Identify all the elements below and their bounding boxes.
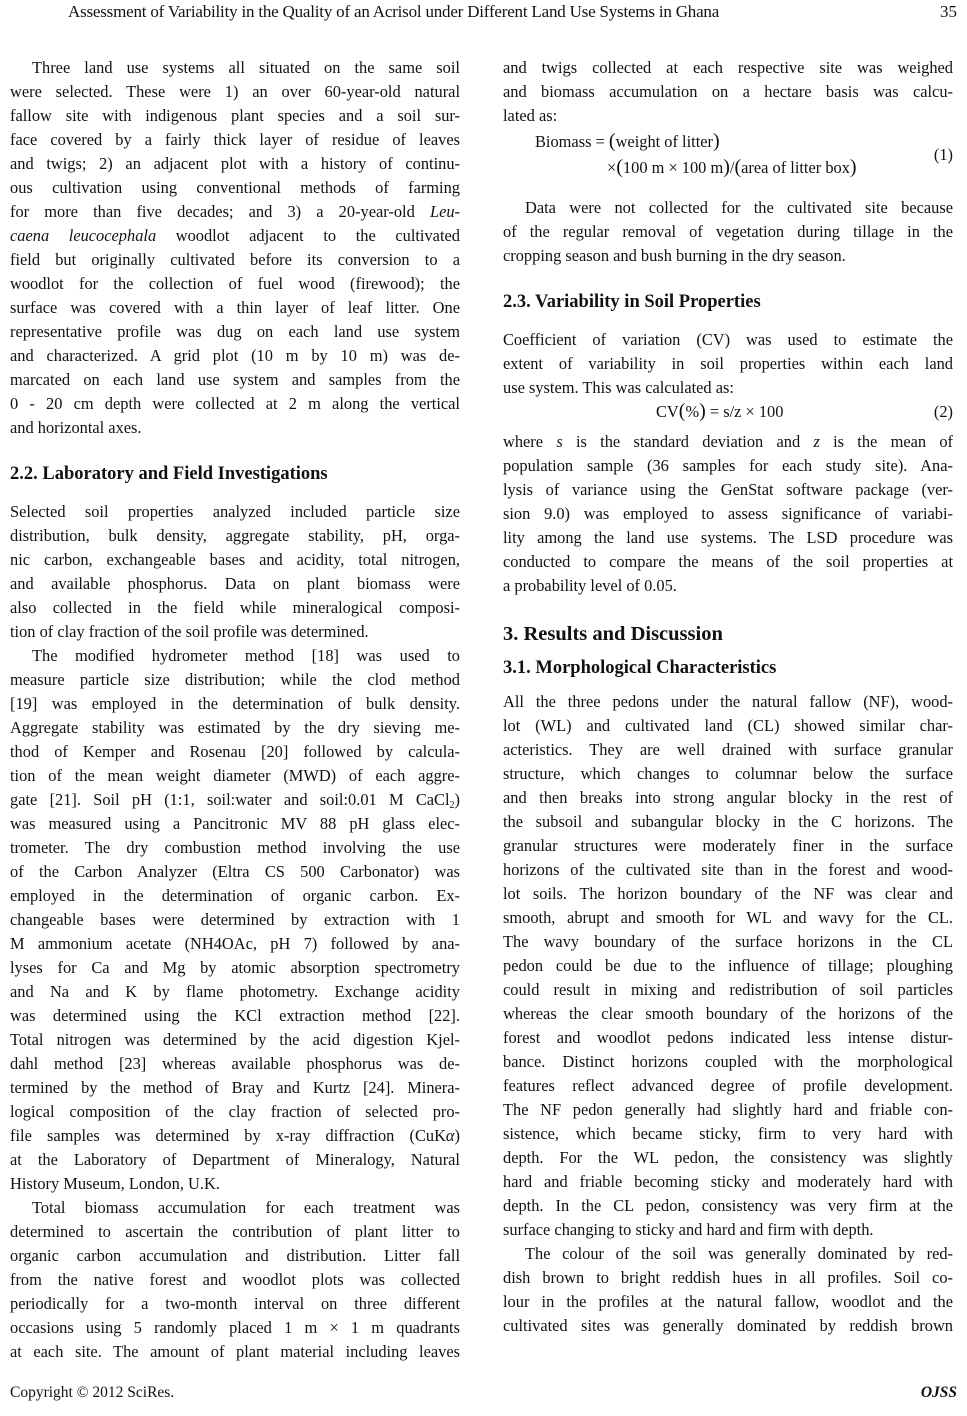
text-line: sistence, which became sticky, firm to very hard with [503, 1124, 953, 1143]
text-segment: ) [454, 790, 460, 809]
text-line: ous cultivation using conventional methods of farming [10, 178, 460, 197]
text-line: lysis of variance using the GenStat software package (ver- [503, 480, 953, 499]
section-heading-2-3: 2.3. Variability in Soil Properties [503, 292, 761, 312]
text-line: lour in the profiles at the natural fallow, woodlot and the [503, 1292, 953, 1311]
text-line: at each site. The amount of plant material including leaves [10, 1342, 460, 1361]
text-line: lated as: [503, 106, 558, 125]
text-line: fallow site with indigenous plant species and a soil sur- [10, 106, 460, 125]
text-line: [19] was employed in the determination of bulk density. [10, 694, 460, 713]
text-segment: file samples was determined by x-ray diffraction (CuK [10, 1126, 446, 1145]
text-line: features reflect advanced degree of profile development. [503, 1076, 953, 1095]
text-line: whereas the clear smooth boundary of the horizons of the [503, 1004, 953, 1023]
page-number: 35 [940, 2, 957, 21]
text-line: face covered by a fairly thick layer of residue of leaves [10, 130, 460, 149]
section-heading-3: 3. Results and Discussion [503, 623, 723, 645]
text-line: was determined using the KCl extraction method [22]. [10, 1006, 460, 1025]
text-line: employed in the determination of organic carbon. Ex- [10, 886, 460, 905]
equation-term: area of litter box [741, 158, 850, 177]
text-line: depth. In the CL pedon, consistency was very firm at the [503, 1196, 953, 1215]
text-segment: woodlot adjacent to the cultivated [156, 226, 460, 245]
text-segment: is the mean of [819, 432, 953, 451]
paragraph-statistics [503, 430, 953, 598]
text-line: acteristics. They are well drained with surface granular [503, 740, 953, 759]
text-line: logical composition of the clay fraction of selected pro- [10, 1102, 460, 1121]
text-line: termined by the method of Bray and Kurtz [24]. Minera- [10, 1078, 460, 1097]
text-line: occasions using 5 randomly placed 1 m × 1 m quadrants [10, 1318, 460, 1337]
paragraph-study-sites [10, 56, 460, 440]
equation-1 [503, 128, 953, 188]
text-line: and twigs; 2) an adjacent plot with a history of continu- [10, 154, 460, 173]
equation-2-body: CV(%) = s/z × 100 [656, 400, 784, 422]
text-line: was measured using a Pancitronic MV 88 pH glass elec- [10, 814, 460, 833]
text-line: periodically for a two-month interval on three different [10, 1294, 460, 1313]
text-line: lyses for Ca and Mg by atomic absorption spectrometry [10, 958, 460, 977]
text-line: and horizontal axes. [10, 418, 142, 437]
text-line: and Na and K by flame photometry. Exchange acidity [10, 982, 460, 1001]
section-heading-3-1: 3.1. Morphological Characteristics [503, 658, 777, 678]
text-line: lity among the land use systems. The LSD procedure was [503, 528, 953, 547]
text-line: hard and friable becoming sticky and moderately hard with [503, 1172, 953, 1191]
section-heading-2-2: 2.2. Laboratory and Field Investigations [10, 464, 328, 484]
times-symbol: × [607, 158, 617, 177]
text-line [10, 224, 460, 248]
text-line: smooth, abrupt and smooth for WL and wavy for the CL. [503, 908, 953, 927]
paragraph-morphology [503, 690, 953, 1242]
variable-z: z [813, 432, 820, 451]
text-line: Selected soil properties analyzed included particle size [10, 502, 460, 521]
text-line: lot soils. The horizon boundary of the NF was clear and [503, 884, 953, 903]
right-column [503, 56, 953, 1338]
text-line: forest and woodlot pedons indicated less intense distur- [503, 1028, 953, 1047]
text-line: Data were not collected for the cultivated site because [525, 198, 953, 217]
text-line: and available phosphorus. Data on plant biomass were [10, 574, 460, 593]
text-line: The modified hydrometer method [18] was used to [32, 646, 460, 665]
text-line: tion of the mean weight diameter (MWD) of each aggre- [10, 766, 460, 785]
text-line: and twigs collected at each respective site was weighed [503, 58, 953, 77]
alpha-symbol: α [445, 1126, 455, 1145]
text-line: use system. This was calculated as: [503, 378, 734, 397]
text-line: tion of clay fraction of the soil profile was determined. [10, 622, 369, 641]
text-line [10, 788, 460, 812]
text-segment: ) [454, 1126, 460, 1145]
equation-number: (1) [933, 145, 953, 164]
species-name-italic: Leu- [429, 202, 460, 221]
text-line: pedon could be due to the influence of tillage; ploughing [503, 956, 953, 975]
text-line: sion 9.0) was employed to assess significance of variabi- [503, 504, 953, 523]
left-column [10, 56, 460, 1364]
text-line: Aggregate stability was estimated by the dry sieving me- [10, 718, 460, 737]
text-line: Three land use systems all situated on the same soil [32, 58, 460, 77]
text-line: surface was covered with a thin layer of leaf litter. One [10, 298, 460, 317]
paragraph-cultivated-note [503, 196, 953, 268]
paragraph-biomass-continued [503, 56, 953, 128]
text-line: changeable bases were determined by extraction with 1 [10, 910, 460, 929]
text-line: woodlot for the collection of fuel wood (firewood); the [10, 274, 460, 293]
text-line: cropping season and bush burning in the dry season. [503, 246, 846, 265]
variable-s: s [556, 432, 563, 451]
text-line: All the three pedons under the natural fallow (NF), wood- [503, 692, 953, 711]
text-line: and biomass accumulation on a hectare basis was calcu- [503, 82, 953, 101]
equation-term: 100 m × 100 m [622, 158, 724, 177]
text-line: determined to ascertain the contribution of plant litter to [10, 1222, 460, 1241]
text-line: History Museum, London, U.K. [10, 1174, 220, 1193]
text-line: distribution, bulk density, aggregate stability, pH, orga- [10, 526, 460, 545]
text-line: The NF pedon generally had slightly hard and friable con- [503, 1100, 953, 1119]
text-line: representative profile was dug on each land use system [10, 322, 460, 341]
journal-abbreviation: OJSS [920, 1384, 957, 1401]
text-segment: where [503, 432, 557, 451]
text-line: the subsoil and subangular blocky in the C horizons. The [503, 812, 953, 831]
text-line: field but originally cultivated before its conversion to a [10, 250, 460, 269]
text-line: M ammonium acetate (NH4OAc, pH 7) followed by ana- [10, 934, 460, 953]
text-line: cultivated sites was generally dominated by reddish brown [503, 1316, 953, 1335]
text-segment: for more than five decades; and 3) a 20-year-old [10, 202, 430, 221]
text-line: thod of Kemper and Rosenau [20] followed by calcula- [10, 742, 460, 761]
text-line: horizons of the cultivated site than in the forest and wood- [503, 860, 953, 879]
paragraph-cv [503, 328, 953, 400]
equation-rhs: = s/z × 100 [705, 402, 784, 421]
text-line: measure particle size distribution; while the clod method [10, 670, 460, 689]
text-line: The wavy boundary of the surface horizons in the CL [503, 932, 953, 951]
text-line: The colour of the soil was generally dominated by red- [525, 1244, 953, 1263]
text-line: and then breaks into strong angular blocky in the rest of [503, 788, 953, 807]
text-line: nic carbon, exchangeable bases and acidity, total nitrogen, [10, 550, 460, 569]
text-line: lot (WL) and cultivated land (CL) showed similar char- [503, 716, 953, 735]
equation-1-line-2: ×(100 m × 100 m)/(area of litter box) [607, 156, 857, 178]
text-line: depth. For the WL pedon, the consistency was slightly [503, 1148, 953, 1167]
text-line: granular structures were moderately finer in the surface [503, 836, 953, 855]
text-line: Total nitrogen was determined by the acid digestion Kjel- [10, 1030, 460, 1049]
text-line: a probability level of 0.05. [503, 576, 677, 595]
subscript: 2 [449, 800, 455, 811]
text-line: marcated on each land use system and samples from the [10, 370, 460, 389]
running-head-title: Assessment of Variability in the Quality of an Acrisol under Different Land Use Systems in Ghana [68, 2, 720, 21]
copyright-notice: Copyright © 2012 SciRes. [10, 1384, 175, 1401]
paragraph-soil-properties [10, 500, 460, 644]
running-head [0, 0, 967, 24]
species-name-italic: caena leucocephala [10, 226, 157, 245]
text-line: organic carbon accumulation and distribution. Litter fall [10, 1246, 460, 1265]
percent-symbol: % [685, 402, 700, 421]
text-line [10, 1124, 460, 1148]
paragraph-colour [503, 1242, 953, 1338]
equation-lhs: Biomass = [535, 132, 609, 151]
text-line [10, 200, 460, 224]
text-line: bance. Distinct horizons coupled with the morphological [503, 1052, 953, 1071]
text-line [503, 430, 953, 454]
text-line: from the native forest and woodlot plots was collected [10, 1270, 460, 1289]
text-line: Coefficient of variation (CV) was used to estimate the [503, 330, 953, 349]
paragraph-biomass [10, 1196, 460, 1364]
text-line: of the Carbon Analyzer (Eltra CS 500 Carbonator) was [10, 862, 460, 881]
text-line: could result in mixing and redistribution of soil particles [503, 980, 953, 999]
equation-term: weight of litter [615, 132, 713, 151]
text-line: of the regular removal of vegetation during tillage in the [503, 222, 953, 241]
text-line: structure, which changes to columnar below the surface [503, 764, 953, 783]
text-line: 0 - 20 cm depth were collected at 2 m along the vertical [10, 394, 460, 413]
text-line: conducted to compare the means of the soil properties at [503, 552, 953, 571]
text-line: dahl method [23] whereas available phosphorus was de- [10, 1054, 460, 1073]
paragraph-methods [10, 644, 460, 1196]
slash-symbol: / [729, 158, 735, 177]
text-line: surface changing to sticky and hard and firm with depth. [503, 1220, 874, 1239]
text-line: Total biomass accumulation for each treatment was [32, 1198, 460, 1217]
text-segment: gate [21]. Soil pH (1:1, soil:water and soil:0.01 M CaCl [10, 790, 450, 809]
text-line: were selected. These were 1) an over 60-year-old natural [10, 82, 460, 101]
text-line: at the Laboratory of Department of Mineralogy, Natural [10, 1150, 460, 1169]
text-line: and characterized. A grid plot (10 m by 10 m) was de- [10, 346, 460, 365]
text-line: population sample (36 samples for each study site). Ana- [503, 456, 953, 475]
equation-number: (2) [933, 402, 953, 421]
text-line: dish brown to bright reddish hues in all profiles. Soil co- [503, 1268, 953, 1287]
equation-2 [503, 400, 953, 430]
text-line: extent of variability in soil properties within each land [503, 354, 953, 373]
text-line: also collected in the field while mineralogical composi- [10, 598, 460, 617]
text-line: trometer. The dry combustion method involving the use [10, 838, 460, 857]
equation-1-line-1: Biomass = (weight of litter) [535, 130, 720, 152]
text-segment: is the standard deviation and [562, 432, 814, 451]
equation-lhs: CV [656, 402, 679, 421]
